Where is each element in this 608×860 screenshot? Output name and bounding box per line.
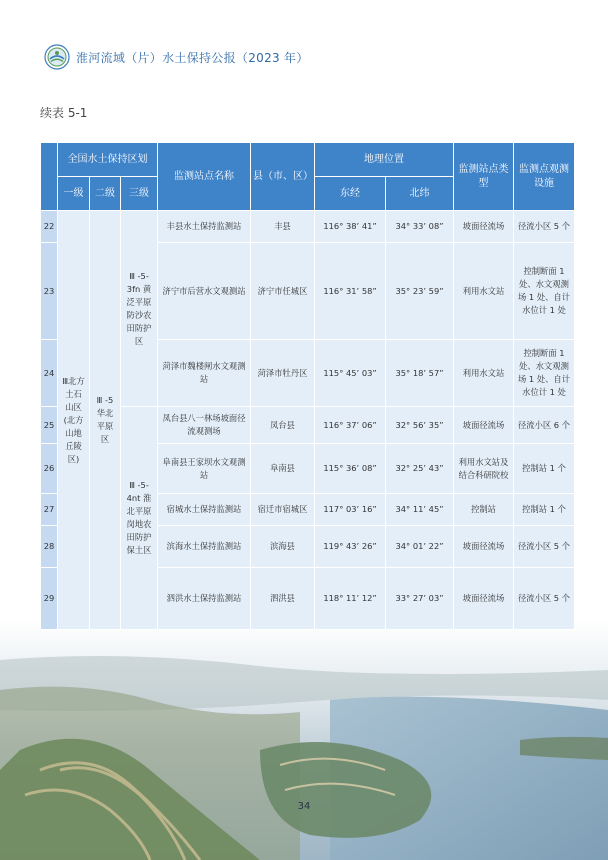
county: 滨海县 xyxy=(251,526,315,568)
station-type: 控制站 xyxy=(454,494,514,526)
county: 凤台县 xyxy=(251,407,315,444)
region-level1: Ⅲ北方土石山区(北方山地丘陵区) xyxy=(58,211,90,630)
row-number: 24 xyxy=(41,340,58,407)
longitude: 118° 11’ 12” xyxy=(315,568,386,630)
row-number: 22 xyxy=(41,211,58,243)
longitude: 115° 45’ 03” xyxy=(315,340,386,407)
header-index-cell xyxy=(41,143,58,211)
longitude: 119° 43’ 26” xyxy=(315,526,386,568)
county: 济宁市任城区 xyxy=(251,243,315,340)
station-name: 泗洪水土保持监测站 xyxy=(158,568,251,630)
station-type: 坡面径流场 xyxy=(454,526,514,568)
monitoring-station-table xyxy=(40,142,575,630)
station-type: 利用水文站及结合科研院校 xyxy=(454,444,514,494)
table-row xyxy=(41,407,575,444)
latitude: 33° 27’ 03” xyxy=(386,568,454,630)
station-name: 丰县水土保持监测站 xyxy=(158,211,251,243)
longitude: 116° 38’ 41” xyxy=(315,211,386,243)
header-level1: 一级 xyxy=(58,177,90,211)
longitude: 117° 03’ 16” xyxy=(315,494,386,526)
county: 丰县 xyxy=(251,211,315,243)
row-number: 25 xyxy=(41,407,58,444)
header-level3: 三级 xyxy=(121,177,158,211)
page-header xyxy=(44,44,309,70)
latitude: 32° 25’ 43” xyxy=(386,444,454,494)
station-type: 坡面径流场 xyxy=(454,407,514,444)
longitude: 116° 31’ 58” xyxy=(315,243,386,340)
facility: 控制断面 1 处、水文观测场 1 处、自计水位计 1 处 xyxy=(514,243,575,340)
region-level3: Ⅲ -5-4nt 淮北平原岗地农田防护保土区 xyxy=(121,407,158,630)
station-name: 宿城水土保持监测站 xyxy=(158,494,251,526)
header-facility: 监测点观测设施 xyxy=(514,143,575,211)
facility: 径流小区 5 个 xyxy=(514,568,575,630)
station-name: 济宁市后营水文观测站 xyxy=(158,243,251,340)
water-conservation-logo-icon xyxy=(44,44,70,70)
header-level2: 二级 xyxy=(90,177,121,211)
table-row xyxy=(41,211,575,243)
county: 泗洪县 xyxy=(251,568,315,630)
latitude: 34° 11’ 45” xyxy=(386,494,454,526)
region-level3: Ⅲ -5-3fn 黄泛平原防沙农田防护区 xyxy=(121,211,158,407)
row-number: 23 xyxy=(41,243,58,340)
page-number: 34 xyxy=(297,801,311,812)
row-number: 26 xyxy=(41,444,58,494)
station-name: 菏泽市魏楼闸水文观测站 xyxy=(158,340,251,407)
facility: 径流小区 6 个 xyxy=(514,407,575,444)
longitude: 115° 36’ 08” xyxy=(315,444,386,494)
report-title: 淮河流域（片）水土保持公报（2023 年） xyxy=(76,50,309,65)
latitude: 34° 01’ 22” xyxy=(386,526,454,568)
station-table-container xyxy=(40,142,574,637)
station-type: 坡面径流场 xyxy=(454,211,514,243)
row-number: 28 xyxy=(41,526,58,568)
row-number: 29 xyxy=(41,568,58,630)
county: 菏泽市牡丹区 xyxy=(251,340,315,407)
station-name: 阜南县王家坝水文观测站 xyxy=(158,444,251,494)
station-name: 凤台县八一林场坡面径流观测场 xyxy=(158,407,251,444)
latitude: 35° 23’ 59” xyxy=(386,243,454,340)
header-county: 县（市、区） xyxy=(251,143,315,211)
table-caption: 续表 5-1 xyxy=(40,106,88,120)
station-type: 利用水文站 xyxy=(454,340,514,407)
county: 阜南县 xyxy=(251,444,315,494)
header-division: 全国水土保持区划 xyxy=(58,143,158,177)
latitude: 35° 18’ 57” xyxy=(386,340,454,407)
latitude: 32° 56’ 35” xyxy=(386,407,454,444)
header-station-name: 监测站点名称 xyxy=(158,143,251,211)
facility: 控制站 1 个 xyxy=(514,494,575,526)
facility: 径流小区 5 个 xyxy=(514,211,575,243)
station-type: 利用水文站 xyxy=(454,243,514,340)
header-east: 东经 xyxy=(315,177,386,211)
facility: 控制断面 1 处、水文观测场 1 处、自计水位计 1 处 xyxy=(514,340,575,407)
county: 宿迁市宿城区 xyxy=(251,494,315,526)
header-north: 北纬 xyxy=(386,177,454,211)
aerial-wetland-photo xyxy=(0,620,608,860)
latitude: 34° 33’ 08” xyxy=(386,211,454,243)
station-type: 坡面径流场 xyxy=(454,568,514,630)
facility: 径流小区 5 个 xyxy=(514,526,575,568)
row-number: 27 xyxy=(41,494,58,526)
header-geo: 地理位置 xyxy=(315,143,454,177)
region-level2: Ⅲ -5 华北平原区 xyxy=(90,211,121,630)
header-station-type: 监测站点类型 xyxy=(454,143,514,211)
longitude: 116° 37’ 06” xyxy=(315,407,386,444)
facility: 控制站 1 个 xyxy=(514,444,575,494)
station-name: 滨海水土保持监测站 xyxy=(158,526,251,568)
